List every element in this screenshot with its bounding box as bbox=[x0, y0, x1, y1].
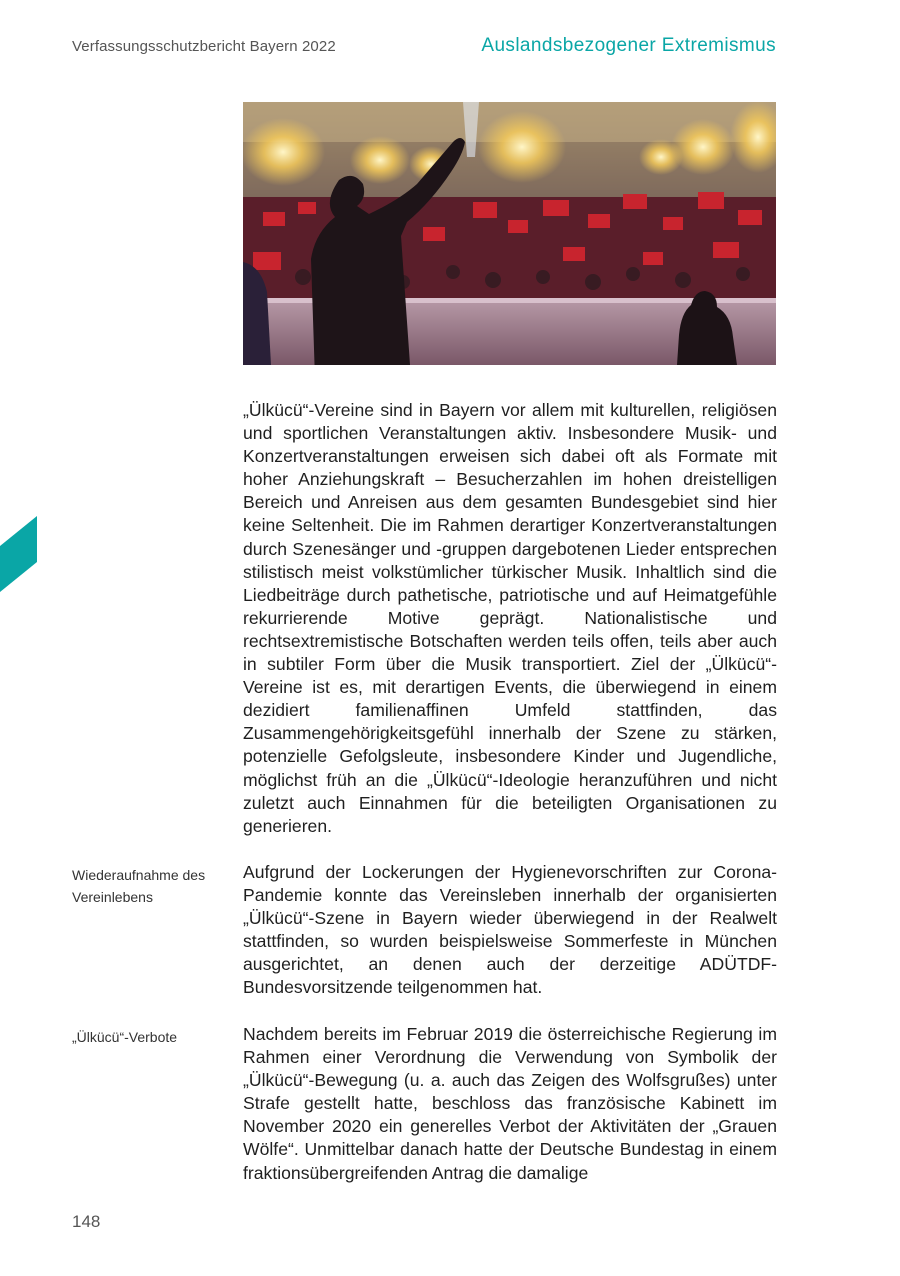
photo-rally-hall-icon bbox=[243, 102, 776, 365]
paragraph-ulkucu-events: „Ülkücü“-Vereine sind in Bayern vor allem mit kulturellen, religiösen und sportlichen Veranstaltungen aktiv. Insbesondere Musik- und Konzertveranstaltungen erweisen sich dabei oft als Formate mit hoher Anziehungskraft – Besucherzahlen im hohen dreistelligen Bereich und Anreisen aus dem gesamten Bundesgebiet sind hier keine Seltenheit. Die im Rahmen derartiger Konzertveranstaltungen durch Szenesänger und -gruppen dargebotenen Lieder entsprechen stilistisch meist volkstümlicher türkischer Musik. Inhaltlich sind die Liedbeiträge durch pathetische, patriotische und auf Heimatgefühle rekurrierende Motive geprägt. Nationalistische und rechtsextremistische Botschaften werden teils offen, teils aber auch in subtiler Form über die Musik transportiert. Ziel der „Ülkücü“-Vereine ist es, mit derartigen Events, die überwiegend in einem dezidiert familienaffinen Umfeld stattfinden, das Zusammengehörigkeitsgefühl innerhalb der Szene zu stärken, potenzielle Gefolgsleute, insbesondere Kinder und Jugendliche, möglichst früh an die „Ülkücü“-Ideologie heranzuführen und nicht zuletzt auch Einnahmen für die beteiligten Organisationen zu generieren. bbox=[243, 400, 777, 836]
marginal-note-wiederaufnahme: Wiederaufnahme des Vereinlebens bbox=[72, 867, 206, 905]
running-head-chapter-title: Auslandsbezogener Extremismus bbox=[481, 35, 776, 56]
paragraph-wiederaufnahme: Aufgrund der Lockerungen der Hygienevorschriften zur Corona-Pandemie konnte das Vereinsleben innerhalb der organisierten „Ülkücü“-Szene in Bayern wieder überwiegend in der Realwelt stattfinden, so wurden beispielsweise Sommerfeste in München ausgerichtet, an denen auch der derzeitige ADÜTDF-Bundesvorsitzende teilgenommen hat. bbox=[243, 862, 777, 998]
chapter-tab-marker bbox=[0, 516, 37, 592]
running-head-report-title: Verfassungsschutzbericht Bayern 2022 bbox=[72, 38, 336, 55]
paragraph-verbote: Nachdem bereits im Februar 2019 die österreichische Regierung im Rahmen einer Verordnung die Verwendung von Symbolik der „Ülkücü“-Bewegung (u. a. auch das Zeigen des Wolfsgrußes) unter Strafe gestellt hatte, beschloss das französische Kabinett im November 2020 ein generelles Verbot der Aktivitäten der „Grauen Wölfe“. Unmittelbar danach hatte der Deutsche Bundestag in einem fraktionsübergreifenden Antrag die damalige bbox=[243, 1024, 777, 1183]
rally-photo bbox=[243, 102, 776, 365]
page-number: 148 bbox=[72, 1212, 101, 1231]
marginal-note-verbote: „Ülkücü“-Verbote bbox=[72, 1029, 178, 1045]
